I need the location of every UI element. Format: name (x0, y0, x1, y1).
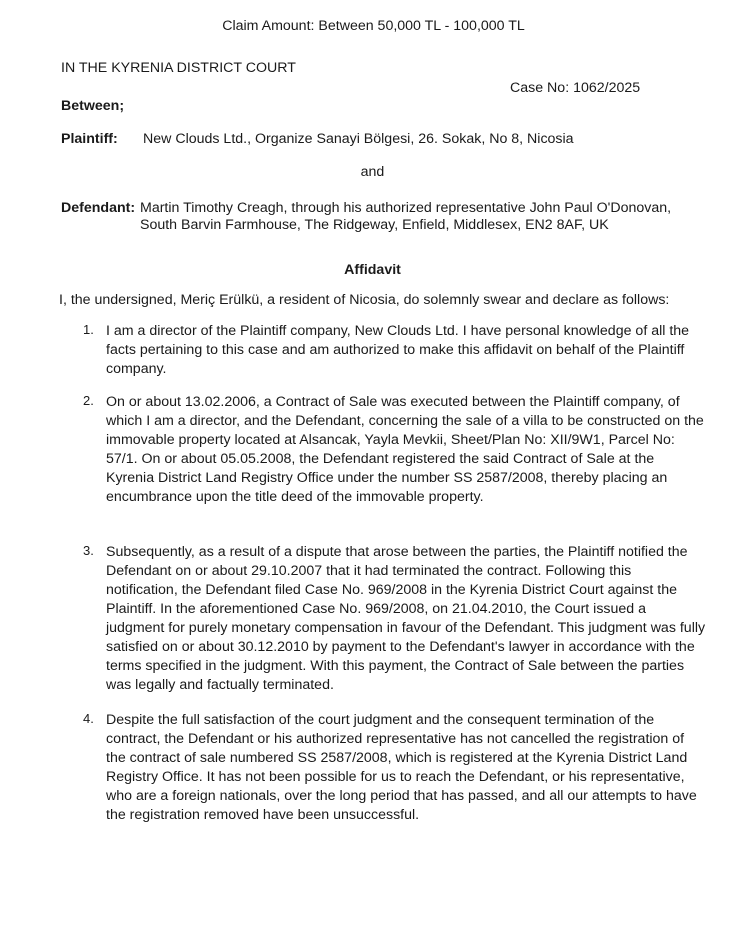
item-number: 3. (83, 543, 94, 558)
item-number: 1. (83, 322, 94, 337)
court-name: IN THE KYRENIA DISTRICT COURT (61, 60, 296, 76)
defendant-label: Defendant: (61, 200, 136, 216)
affidavit-title: Affidavit (344, 262, 401, 278)
item-text: Subsequently, as a result of a dispute that arose between the parties, the Plaintiff notified the Defendant on or about 29.10.2007 that it had terminated the contract. Following this notification, the Defendant filed Case No. 969/2008 in the Kyrenia District Court against the Plaintiff. In the aforementioned Case No. 969/2008, on 21.04.2010, the Court issued a judgment for purely monetary compensation in favour of the Defendant. This judgment was fully satisfied on or about 30.12.2010 by payment to the Defendant's lawyer in accordance with the terms specified in the judgment. With this payment, the Contract of Sale between the parties was legally and factually terminated. (106, 544, 706, 693)
claim-amount: Claim Amount: Between 50,000 TL - 100,000 TL (222, 18, 525, 34)
and-separator: and (360, 164, 385, 180)
item-text: I am a director of the Plaintiff company, New Clouds Ltd. I have personal knowledge of all the facts pertaining to this case and am authorized to make this affidavit on behalf of the Plaintiff company. (106, 323, 690, 377)
defendant-details-line-1: Martin Timothy Creagh, through his authorized representative John Paul O'Donovan, (140, 200, 672, 216)
defendant-details-line-2: South Barvin Farmhouse, The Ridgeway, Enfield, Middlesex, EN2 8AF, UK (140, 217, 609, 233)
item-number: 2. (83, 393, 94, 408)
affidavit-intro: I, the undersigned, Meriç Erülkü, a resident of Nicosia, do solemnly swear and declare as follows: (59, 292, 670, 308)
case-number: Case No: 1062/2025 (510, 80, 641, 96)
plaintiff-label: Plaintiff: (61, 131, 118, 147)
plaintiff-details: New Clouds Ltd., Organize Sanayi Bölgesi, 26. Sokak, No 8, Nicosia (143, 131, 574, 147)
between-label: Between; (61, 98, 125, 114)
item-number: 4. (83, 711, 94, 726)
item-text: On or about 13.02.2006, a Contract of Sale was executed between the Plaintiff company, of which I am a director, and the Defendant, concerning the sale of a villa to be constructed on the immovable property located at Alsancak, Yayla Mevkii, Sheet/Plan No: XII/9W1, Parcel No: 57/1. On or about 05.05.2008, the Defendant registered the said Contract of Sale at the Kyrenia District Land Registry Office under the number SS 2587/2008, thereby placing an encumbrance upon the title deed of the immovable property. (106, 394, 704, 505)
item-text: Despite the full satisfaction of the court judgment and the consequent termination of the contract, the Defendant or his authorized representative has not cancelled the registration of the contract of sale numbered SS 2587/2008, which is registered at the Kyrenia District Land Registry Office. It has not been possible for us to reach the Defendant, or his representative, who are a foreign nationals, over the long period that has passed, and all our attempts to have the registration removed have been unsuccessful. (106, 712, 697, 823)
